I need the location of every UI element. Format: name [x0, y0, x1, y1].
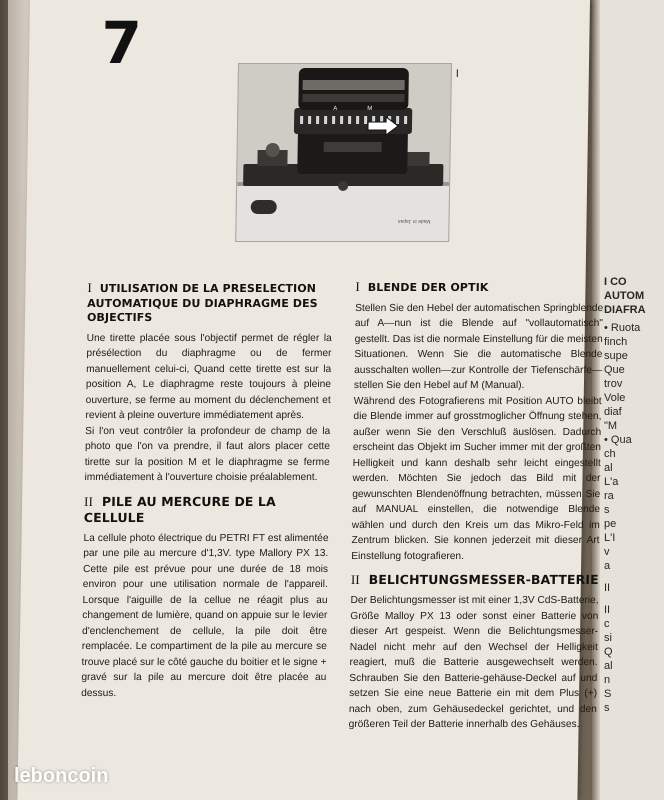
facing-page-line: v — [604, 546, 610, 558]
french-column — [81, 281, 333, 701]
facing-page-line: "M — [604, 420, 618, 432]
facing-page-line: trov — [604, 378, 623, 390]
de-section1-paragraph2: Während des Fotografierens mit Position AUTO bleibt die Blende immer auf grosstmoglicher Öffnung stehen, außer wenn Sie den Verschluß äuslösen. Dadurch erscheint das Objekt im Sucher immer mit der großten Helligkeit und kann deshalb sehr leicht eingestellt werden. Möchten Sie jedoch das Bild mit der gewunschten Blendenöffnung betrachten, müssen Sie auf MANUAL einstellen, die notwendige Blende wählen und durch den Kreis um das Mikro-Feld im Zentrum blicken. Sie konnen jederzeit mit dieser Art Einstellung fotografieren. — [351, 395, 602, 562]
facing-page — [592, 0, 664, 800]
facing-page-line: supe — [604, 350, 628, 362]
facing-page-line: S — [604, 688, 612, 700]
facing-page-line: ch — [604, 448, 616, 460]
de-section1-heading — [355, 280, 603, 296]
german-column — [348, 280, 603, 733]
de-section2-number: II — [350, 572, 360, 587]
de-section1-title: BLENDE DER OPTIK — [367, 281, 489, 294]
facing-page-line: Vole — [604, 392, 626, 404]
fr-section2-heading — [84, 494, 330, 526]
de-section1-paragraph1: Stellen Sie den Hebel der automatischen Springblende auf A—nun ist die Blende auf "vollautomatisch" gestellt. Das ist die normale Einstellung für die meisten Situationen. Wenn Sie die automatische Blende ausschalten wollen—zur Kontrolle der Tiefenschärfe—stellen Sie den Hebel auf M (Manual). — [353, 302, 604, 391]
facing-page-line: II — [604, 604, 611, 616]
facing-page-line: n — [604, 674, 611, 686]
facing-page-line: finch — [604, 336, 628, 348]
facing-page-line: Que — [604, 364, 625, 376]
facing-page-line: c — [604, 618, 610, 630]
fr-section1-number: I — [87, 280, 93, 295]
lens-label-a: A — [333, 106, 338, 112]
facing-page-line: Q — [604, 646, 613, 658]
de-section2-paragraph1: Der Belichtungsmesser ist mit einer 1,3V CdS-Batterie, Größe Malloy PX 13 oder sonst einer Batterie von dieser Art gespeist. Wenn die Belichtungsmesser-Nadel nicht mehr auf den Wechsel der Helligkeit reagiert, muß die Batterie ausgewechselt werden. Schrauben Sie den Batterie-gehäuse-Deckel auf und setzen Sie eine neue Batterie ein mit dem Plus (+) nach oben, zum Gehäusedeckel gerichtet, und den größeren Teil der Batterie innerhalb des Gehäuses. — [348, 595, 599, 730]
fr-section1-paragraph1: Une tirette placée sous l'objectif permet de régler la présélection du diaphragme ou de fermer manuellement celui-ci, Quand cette tirette est sur la position A, Le diaphragme reste toujours à pleine ouverture, se ferme au moment du déclenchement et revient à pleine ouverture immédiatement après. — [85, 332, 332, 421]
page-number: 7 — [100, 9, 143, 77]
camera-lens-photo — [235, 63, 452, 242]
facing-page-line: pe — [604, 518, 617, 530]
facing-page-line: II — [604, 582, 611, 594]
fr-section2-paragraph1: La cellule photo électrique du PETRI FT est alimentée par une pile au mercure d'1,3V. type Mallory PX 13. Cette pile est prévue pour une durée de 18 mois environ pour une utilisation normale de l'appareil. Lorsque l'aiguille de la cellue ne réagit plus au changement de lumière, quand on appuie sur le levier d'enclenchement de cellule, la pile doit être remplacée. Le compartiment de la pile au mercure se trouve placé sur le côté gauche du boitier et le signe + gravé sur la pile au mercure doit être placée au dessus. — [81, 532, 329, 699]
de-section2-heading — [351, 572, 599, 588]
facing-page-line: AUTOM — [604, 290, 645, 302]
facing-page-line: • Qua — [604, 434, 632, 446]
facing-page-line: ra — [604, 490, 614, 502]
lens-label-m: M — [367, 106, 373, 112]
fr-section1-heading — [87, 281, 333, 326]
de-section2-title: BELICHTUNGSMESSER-BATTERIE — [368, 572, 599, 587]
facing-page-line: • Ruota — [604, 322, 641, 334]
photo-caption: Made in Japan — [397, 218, 431, 224]
fr-section1-paragraph2: Si l'on veut contrôler la profondeur de champ de la photo que l'on va prendre, il faut alors placer cette tirette sur la position M et le diaphragme se ferme immédiatement à l'ouverture choisie préalablement. — [84, 425, 331, 483]
manual-page — [17, 0, 604, 800]
fr-section2-title: PILE AU MERCURE DE LA CELLULE — [83, 493, 276, 525]
leboncoin-watermark: leboncoin — [14, 765, 109, 787]
de-section1-number: I — [355, 279, 361, 294]
facing-page-line: diaf — [604, 406, 622, 418]
facing-page-line: I CO — [604, 276, 627, 288]
facing-page-line: L'I — [604, 532, 616, 544]
camera-lens-illustration — [236, 64, 451, 241]
facing-page-line: s — [604, 702, 610, 714]
fr-section1-title: UTILISATION DE LA PRESELECTION AUTOMATIQUE DU DIAPHRAGME DES OBJECTIFS — [86, 282, 318, 324]
facing-page-line: al — [604, 462, 613, 474]
facing-page-line: si — [604, 632, 612, 644]
facing-page-line: DIAFRA — [604, 304, 646, 316]
photo-marker: I — [455, 68, 459, 80]
facing-page-line: L'a — [604, 476, 619, 488]
facing-page-line: al — [604, 660, 613, 672]
fr-section2-number: II — [84, 493, 94, 509]
facing-page-line: a — [604, 560, 611, 572]
facing-page-line: s — [604, 504, 610, 516]
